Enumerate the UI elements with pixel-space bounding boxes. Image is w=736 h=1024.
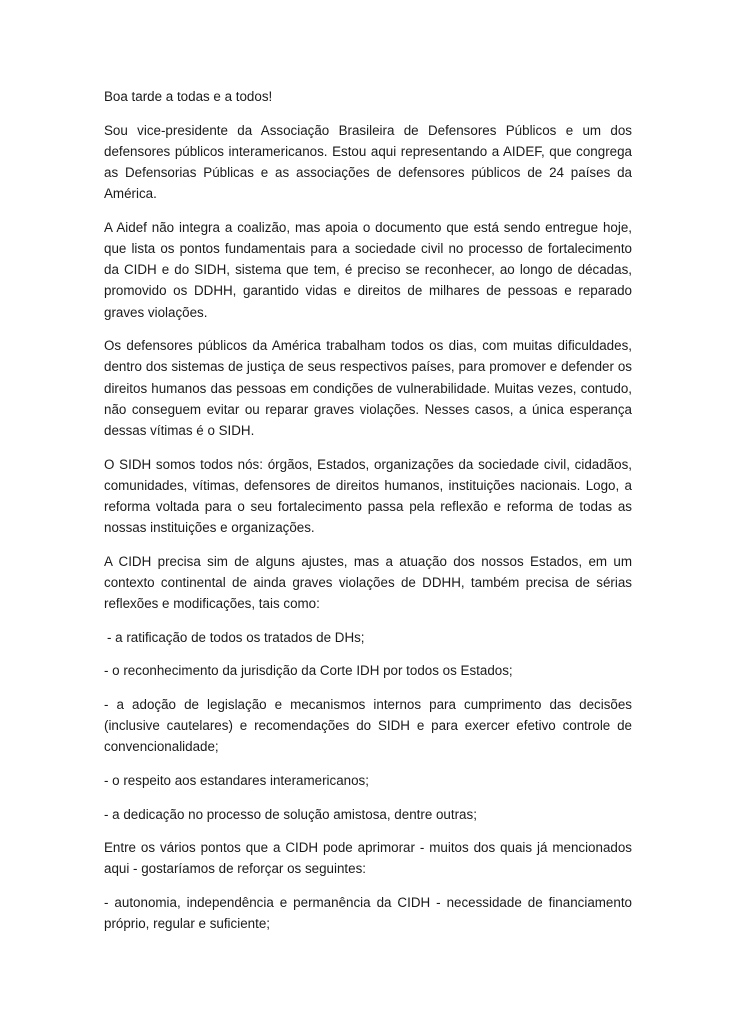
list-item: - autonomia, independência e permanência da CIDH - necessidade de financiamento próprio, regular e suficiente; xyxy=(104,894,632,932)
document-page xyxy=(104,86,632,947)
paragraph-aidef-support: A Aidef não integra a coalizão, mas apoia o documento que está sendo entregue hoje, que lista os pontos fundamentais para a sociedade civil no processo de fortalecimento da CIDH e do SIDH, sistema que tem, é preciso se reconhecer, ao longo de décadas, promovido os DDHH, garantido vidas e direitos de milhares de pessoas e reparado graves violações. xyxy=(104,219,632,320)
paragraph-public-defenders: Os defensores públicos da América trabalham todos os dias, com muitas dificuldades, dentro dos sistemas de justiça de seus respectivos países, para promover e defender os direitos humanos das pessoas em condições de vulnerabilidade. Muitas vezes, contudo, não conseguem evitar ou reparar graves violações. Nesses casos, a única esperança dessas vítimas é o SIDH. xyxy=(104,338,632,439)
paragraph-sidh-all-of-us: O SIDH somos todos nós: órgãos, Estados, organizações da sociedade civil, cidadãos, comunidades, vítimas, defensores de direitos humanos, instituições nacionais. Logo, a reforma voltada para o seu fortalecimento passa pela reflexão e reforma de todas as nossas instituições e organizações. xyxy=(104,456,632,536)
list-item: - a dedicação no processo de solução amistosa, dentre outras; xyxy=(104,806,477,822)
list-item: - a adoção de legislação e mecanismos internos para cumprimento das decisões (inclusive cautelares) e recomendações do SIDH e para exercer efetivo controle de convencionalidade; xyxy=(104,697,632,755)
paragraph-introduction: Sou vice-presidente da Associação Brasileira de Defensores Públicos e um dos defensores públicos interamericanos. Estou aqui representando a AIDEF, que congrega as Defensorias Públicas e as associações de defensores públicos de 24 países da América. xyxy=(104,122,632,202)
list-item: - a ratificação de todos os tratados de DHs; xyxy=(107,629,365,645)
paragraph-cidh-adjustments: A CIDH precisa sim de alguns ajustes, mas a atuação dos nossos Estados, em um contexto continental de ainda graves violações de DDHH, também precisa de sérias reflexões e modificações, tais como: xyxy=(104,553,632,612)
greeting: Boa tarde a todas e a todos! xyxy=(104,89,273,104)
list-item: - o reconhecimento da jurisdição da Corte IDH por todos os Estados; xyxy=(104,663,513,679)
list-item: - o respeito aos estandares interamericanos; xyxy=(104,773,369,788)
paragraph-points-to-improve: Entre os vários pontos que a CIDH pode aprimorar - muitos dos quais já mencionados aqui - gostaríamos de reforçar os seguintes: xyxy=(104,840,632,877)
